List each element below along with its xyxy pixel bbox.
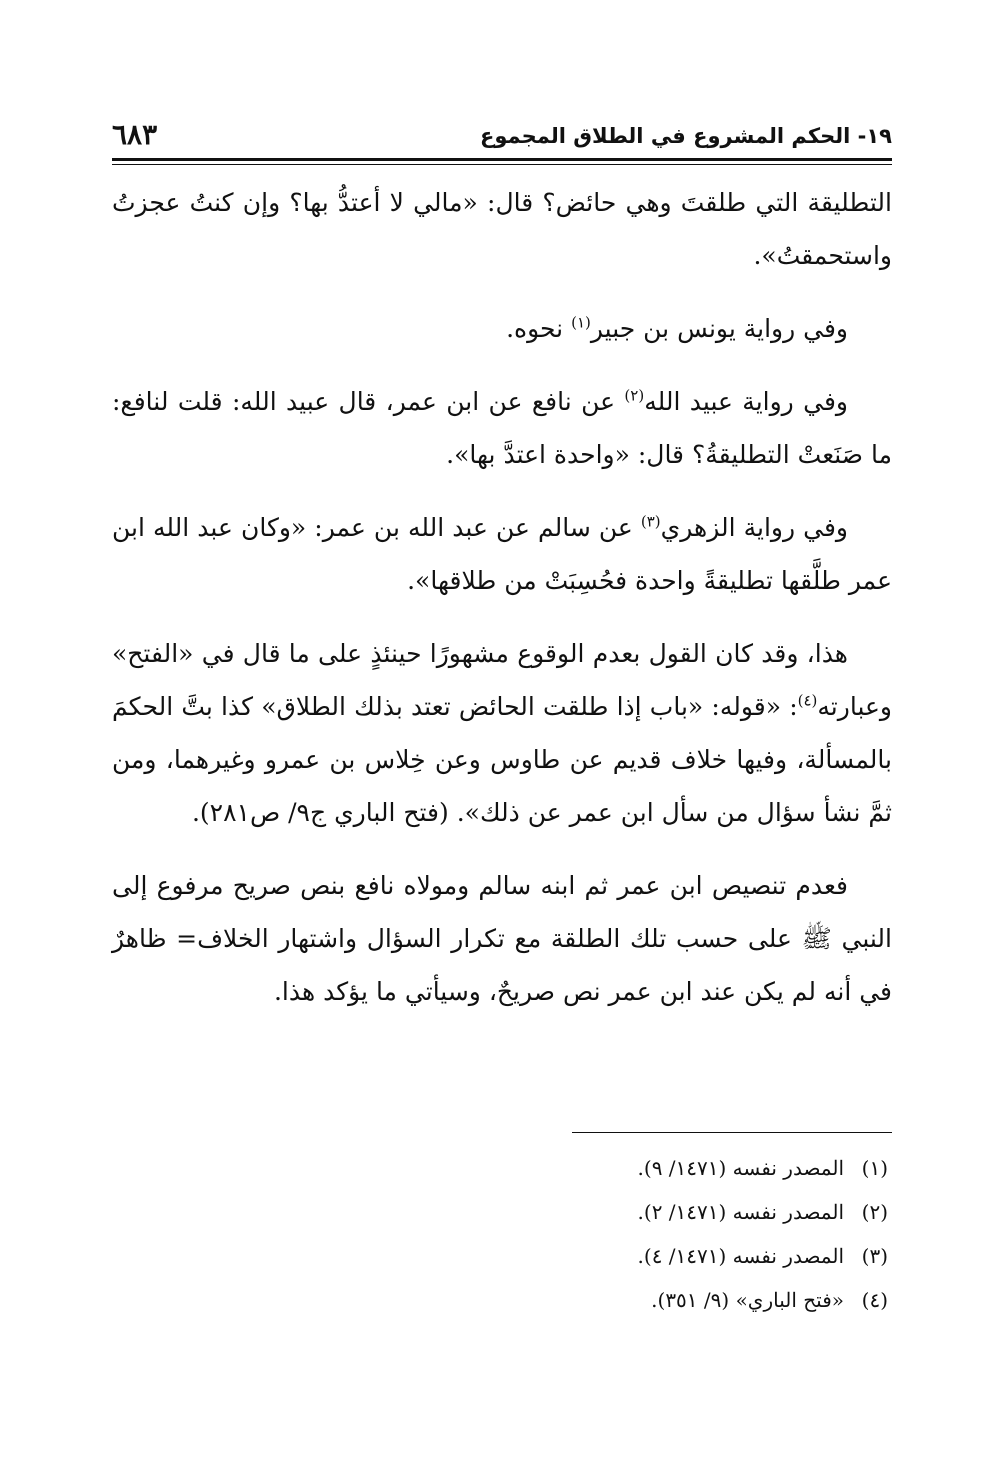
footnote-number: (٤) xyxy=(861,1288,888,1312)
footnote-number: (١) xyxy=(861,1156,888,1180)
paragraph-4: وفي رواية الزهري$^{(٣)}$ عن سالم عن عبد الله بن عمر: «وكان عبد الله ابن عمر طلَّقها تطليقةً واحدة فحُسِبَتْ من طلاقها». xyxy=(112,512,892,595)
footnote-item xyxy=(112,1190,888,1234)
footnote-text: المصدر نفسه (١٤٧١/ ٢). xyxy=(637,1200,844,1224)
footnote-ref[interactable]: (٣) xyxy=(640,512,661,531)
page-number: ٦٨٣ xyxy=(112,118,158,151)
footnote-ref[interactable]: (٤) xyxy=(797,691,818,710)
header-rule-thick xyxy=(112,158,892,161)
paragraph-2: وفي رواية يونس بن جبير$^{(١)}$ نحوه. xyxy=(506,313,848,343)
paragraph-5: هذا، وقد كان القول بعدم الوقوع مشهورًا حينئذٍ على ما قال في «الفتح» وعبارته$^{(٤)}$: «قوله: «باب إذا طلقت الحائض تعتد بذلك الطلاق» كذا بتَّ الحكمَ بالمسألة، وفيها خلاف قديم عن طاوس وعن خِلاس بن عمرو وغيرهما، ومن ثمَّ نشأ سؤال من سأل ابن عمر عن ذلك». (فتح الباري ج٩/ ص٢٨١). xyxy=(112,639,892,827)
page-header xyxy=(112,118,892,162)
footnote-text: المصدر نفسه (١٤٧١/ ٤). xyxy=(637,1244,844,1268)
footnote-number: (٢) xyxy=(861,1200,888,1224)
footnote-item xyxy=(112,1234,888,1278)
paragraph-3: وفي رواية عبيد الله$^{(٢)}$ عن نافع عن ابن عمر، قال عبيد الله: قلت لنافع: ما صَنَعتْ التطليقةُ؟ قال: «واحدة اعتدَّ بها». xyxy=(112,386,892,469)
footnotes xyxy=(112,1146,888,1322)
paragraph-6: فعدم تنصيص ابن عمر ثم ابنه سالم ومولاه نافع بنص صريح مرفوع إلى النبي ﷺ على حسب تلك الطلقة مع تكرار السؤال واشتهار الخلاف= ظاهرٌ في أنه لم يكن عند ابن عمر نص صريحٌ، وسيأتي ما يؤكد هذا. xyxy=(112,871,892,1006)
header-rule-thin xyxy=(112,164,892,165)
paragraph-1: التطليقة التي طلقتَ وهي حائض؟ قال: «مالي لا أعتدُّ بها؟ وإن كنتُ عجزتُ واستحمقتُ». xyxy=(112,188,892,270)
footnote-text: المصدر نفسه (١٤٧١/ ٩). xyxy=(637,1156,844,1180)
footnote-separator xyxy=(572,1132,892,1133)
footnote-ref[interactable]: (١) xyxy=(571,313,591,332)
footnote-text: «فتح الباري» (٩/ ٣٥١). xyxy=(651,1288,844,1312)
footnote-ref[interactable]: (٢) xyxy=(624,386,645,405)
chapter-title: ١٩- الحكم المشروع في الطلاق المجموع xyxy=(480,124,892,148)
footnote-number: (٣) xyxy=(861,1244,888,1268)
main-text xyxy=(112,176,892,1038)
footnote-item xyxy=(112,1146,888,1190)
footnote-item xyxy=(112,1278,888,1322)
